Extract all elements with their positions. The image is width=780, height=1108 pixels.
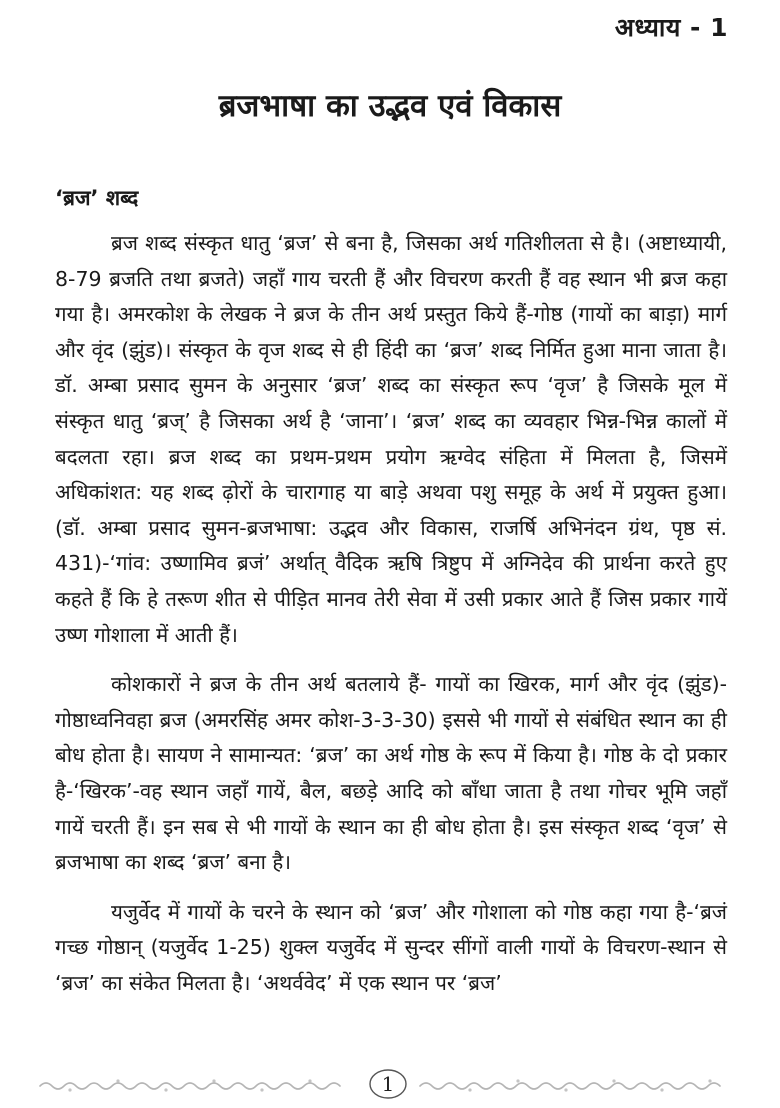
paragraph-2: कोशकारों ने ब्रज के तीन अर्थ बतलाये हैं- गायों का खिरक, मार्ग और वृंद (झुंड)-गोष्ठाध्वनिवहा ब्रज (अमरसिंह अमर कोश-3-3-30) इससे भी गायों से संबंधित स्थान का ही बोध होता है। सायण ने सामान्यत: ‘ब्रज’ का अर्थ गोष्ठ के रूप में किया है। गोष्ठ के दो प्रकार है-‘खिरक’-वह स्थान जहाँ गायें, बैल, बछड़े आदि को बाँधा जाता है तथा गोचर भूमि जहाँ गायें चरती हैं। इन सब से भी गायों के स्थान का ही बोध होता है। इस संस्कृत शब्द ‘वृज’ से ब्रजभाषा का शब्द ‘ब्रज’ बना है। [55, 672, 727, 875]
body-text [55, 226, 727, 1015]
section-heading: ‘ब्रज’ शब्द [55, 186, 139, 210]
paragraph-1: ब्रज शब्द संस्कृत धातु ‘ब्रज’ से बना है, जिसका अर्थ गतिशीलता से है। (अष्टाध्यायी, 8-79 ब्रजति तथा ब्रजते) जहाँ गाय चरती हैं और विचरण करती हैं वह स्थान भी ब्रज कहा गया है। अमरकोश के लेखक ने ब्रज के तीन अर्थ प्रस्तुत किये हैं-गोष्ठ (गायों का बाड़ा) मार्ग और वृंद (झुंड)। संस्कृत के वृज शब्द से ही हिंदी का ‘ब्रज’ शब्द निर्मित हुआ माना जाता है। डॉ. अम्बा प्रसाद सुमन के अनुसार ‘ब्रज’ शब्द का संस्कृत रूप ‘वृज’ है जिसके मूल में संस्कृत धातु ‘ब्रज्’ है जिसका अर्थ है ‘जाना’। ‘ब्रज’ शब्द का व्यवहार भिन्न-भिन्न कालों में बदलता रहा। ब्रज शब्द का प्रथम-प्रथम प्रयोग ऋग्वेद संहिता में मिलता है, जिसमें अधिकांशत: यह शब्द ढ़ोरों के चारागाह या बाड़े अथवा पशु समूह के अर्थ में प्रयुक्त हुआ। (डॉ. अम्बा प्रसाद सुमन-ब्रजभाषा: उद्भव और विकास, राजर्षि अभिनंदन ग्रंथ, पृष्ठ सं. 431)-‘गांव: उष्णामिव ब्रजं’ अर्थात् वैदिक ऋषि त्रिष्टुप में अग्निदेव की प्रार्थना करते हुए कहते हैं कि हे तरूण शीत से पीड़ित मानव तेरी सेवा में उसी प्रकार आते हैं जिस प्रकार गायें उष्ण गोशाला में आती हैं। [55, 231, 727, 647]
page-title: ब्रजभाषा का उद्भव एवं विकास [218, 88, 562, 124]
paragraph-3: यजुर्वेद में गायों के चरने के स्थान को ‘ब्रज’ और गोशाला को गोष्ठ कहा गया है-‘ब्रजं गच्छ गोष्ठान् (यजुर्वेद 1-25) शुक्ल यजुर्वेद में सुन्दर सींगों वाली गायों के विचरण-स्थान से ‘ब्रज’ का संकेत मिलता है। ‘अथर्ववेद’ में एक स्थान पर ‘ब्रज’ [55, 899, 727, 995]
page-footer [30, 1068, 750, 1104]
page-number: 1 [381, 1072, 395, 1096]
chapter-label: अध्याय - 1 [614, 13, 728, 42]
